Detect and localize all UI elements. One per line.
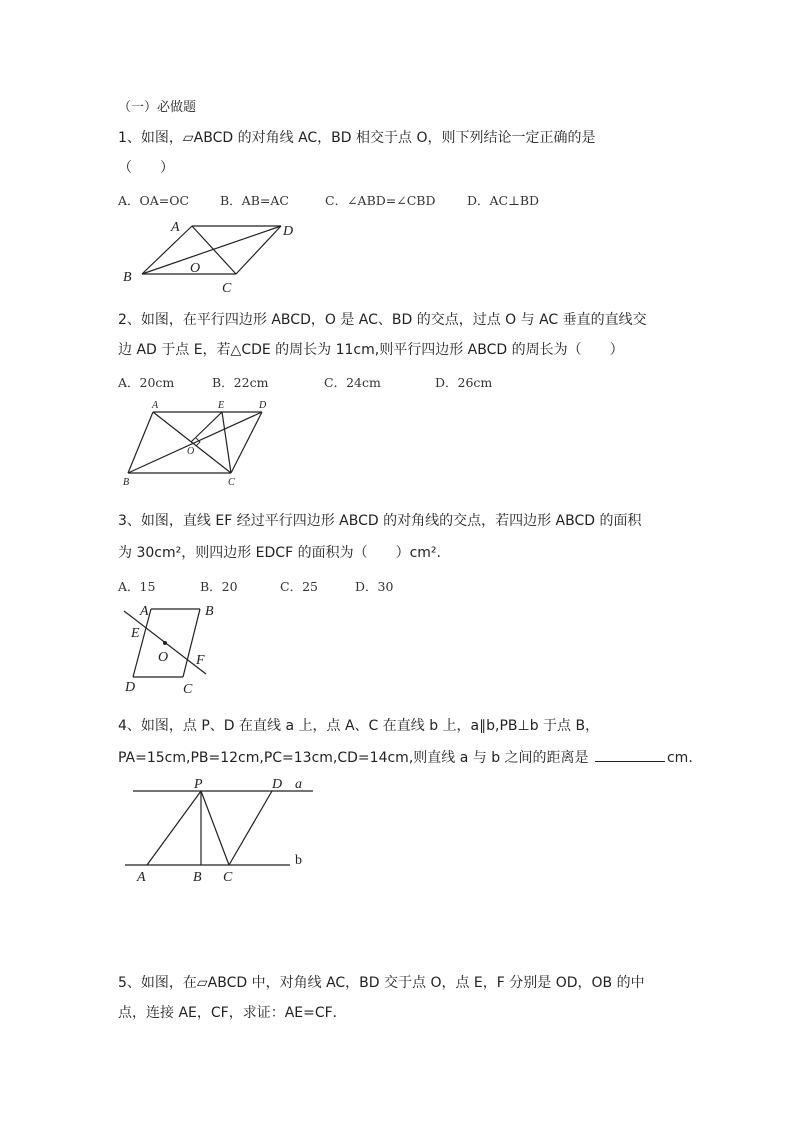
q4-text-post: cm. — [666, 750, 693, 766]
q4-label-d: D — [272, 777, 283, 792]
q4-label-p: P — [194, 777, 203, 792]
q2-option-d: D．26cm — [435, 375, 493, 390]
q3-center-point — [163, 641, 167, 645]
q3-option-b: B．20 — [200, 579, 238, 594]
q3-label-a: A — [140, 604, 149, 619]
q3-text-line1: 3、如图，直线 EF 经过平行四边形 ABCD 的对角线的交点，若四边形 ABCD 的面积 — [118, 513, 642, 529]
q2-option-c: C．24cm — [324, 375, 381, 390]
q4-text-pre: PA=15cm,PB=12cm,PC=13cm,CD=14cm,则直线 a 与 b 之间的距离是 — [118, 750, 589, 766]
q4-label-a-line: a — [295, 777, 302, 792]
q1-label-c: C — [222, 281, 232, 296]
q2-text-line2: 边 AD 于点 E，若△CDE 的周长为 11cm,则平行四边形 ABCD 的周长为（ ） — [118, 342, 624, 358]
q1-option-b: B．AB=AC — [220, 193, 289, 208]
q3-label-c: C — [183, 682, 193, 697]
q3-option-a: A．15 — [118, 579, 156, 594]
q1-text-line1: 1、如图，▱ABCD 的对角线 AC，BD 相交于点 O，则下列结论一定正确的是 — [118, 130, 596, 146]
q2-option-a: A．20cm — [118, 375, 175, 390]
q2-label-d: D — [259, 400, 267, 411]
q1-option-d: D．AC⊥BD — [467, 193, 540, 208]
q4-label-a: A — [137, 870, 146, 885]
q3-figure-parallelogram — [124, 604, 214, 697]
q3-label-f: F — [196, 653, 205, 668]
q4-label-c: C — [223, 870, 233, 885]
q2-label-c: C — [228, 477, 235, 488]
q2-label-e: E — [218, 400, 225, 411]
q3-option-c: C．25 — [280, 579, 318, 594]
q1-label-o: O — [190, 261, 201, 276]
q1-label-b: B — [123, 270, 132, 285]
q5-text-line1: 5、如图，在▱ABCD 中，对角线 AC，BD 交于点 O，点 E，F 分别是 OD，OB 的中 — [118, 975, 645, 991]
q1-label-d: D — [283, 224, 294, 239]
q2-option-b: B．22cm — [212, 375, 269, 390]
q4-label-b-line: b — [295, 853, 302, 868]
q4-label-b: B — [193, 870, 202, 885]
q2-figure-parallelogram — [123, 400, 267, 488]
q2-label-o: O — [187, 446, 195, 457]
q3-label-o: O — [158, 650, 169, 665]
q4-text-line1: 4、如图，点 P、D 在直线 a 上，点 A、C 在直线 b 上，a∥b,PB⊥b 于点 B， — [118, 718, 600, 734]
q2-label-b: B — [123, 477, 130, 488]
q3-label-b: B — [205, 604, 214, 619]
q3-text-line2: 为 30cm²，则四边形 EDCF 的面积为（ ）cm². — [118, 545, 441, 561]
q3-label-d: D — [125, 680, 136, 695]
section-title: （一）必做题 — [118, 100, 197, 115]
q2-label-a: A — [152, 400, 159, 411]
q3-label-e: E — [131, 626, 140, 641]
q3-option-d: D．30 — [355, 579, 394, 594]
q1-label-a: A — [171, 220, 180, 235]
q1-figure-parallelogram — [123, 220, 293, 296]
q1-answer-bracket: （ ） — [118, 160, 174, 176]
q4-figure-parallel-lines — [125, 777, 313, 885]
q2-text-line1: 2、如图，在平行四边形 ABCD，O 是 AC、BD 的交点，过点 O 与 AC 垂直的直线交 — [118, 312, 647, 328]
q1-option-a: A．OA=OC — [118, 193, 190, 208]
q1-option-c: C．∠ABD=∠CBD — [325, 193, 436, 208]
q5-text-line2: 点，连接 AE，CF，求证：AE=CF． — [118, 1005, 347, 1021]
